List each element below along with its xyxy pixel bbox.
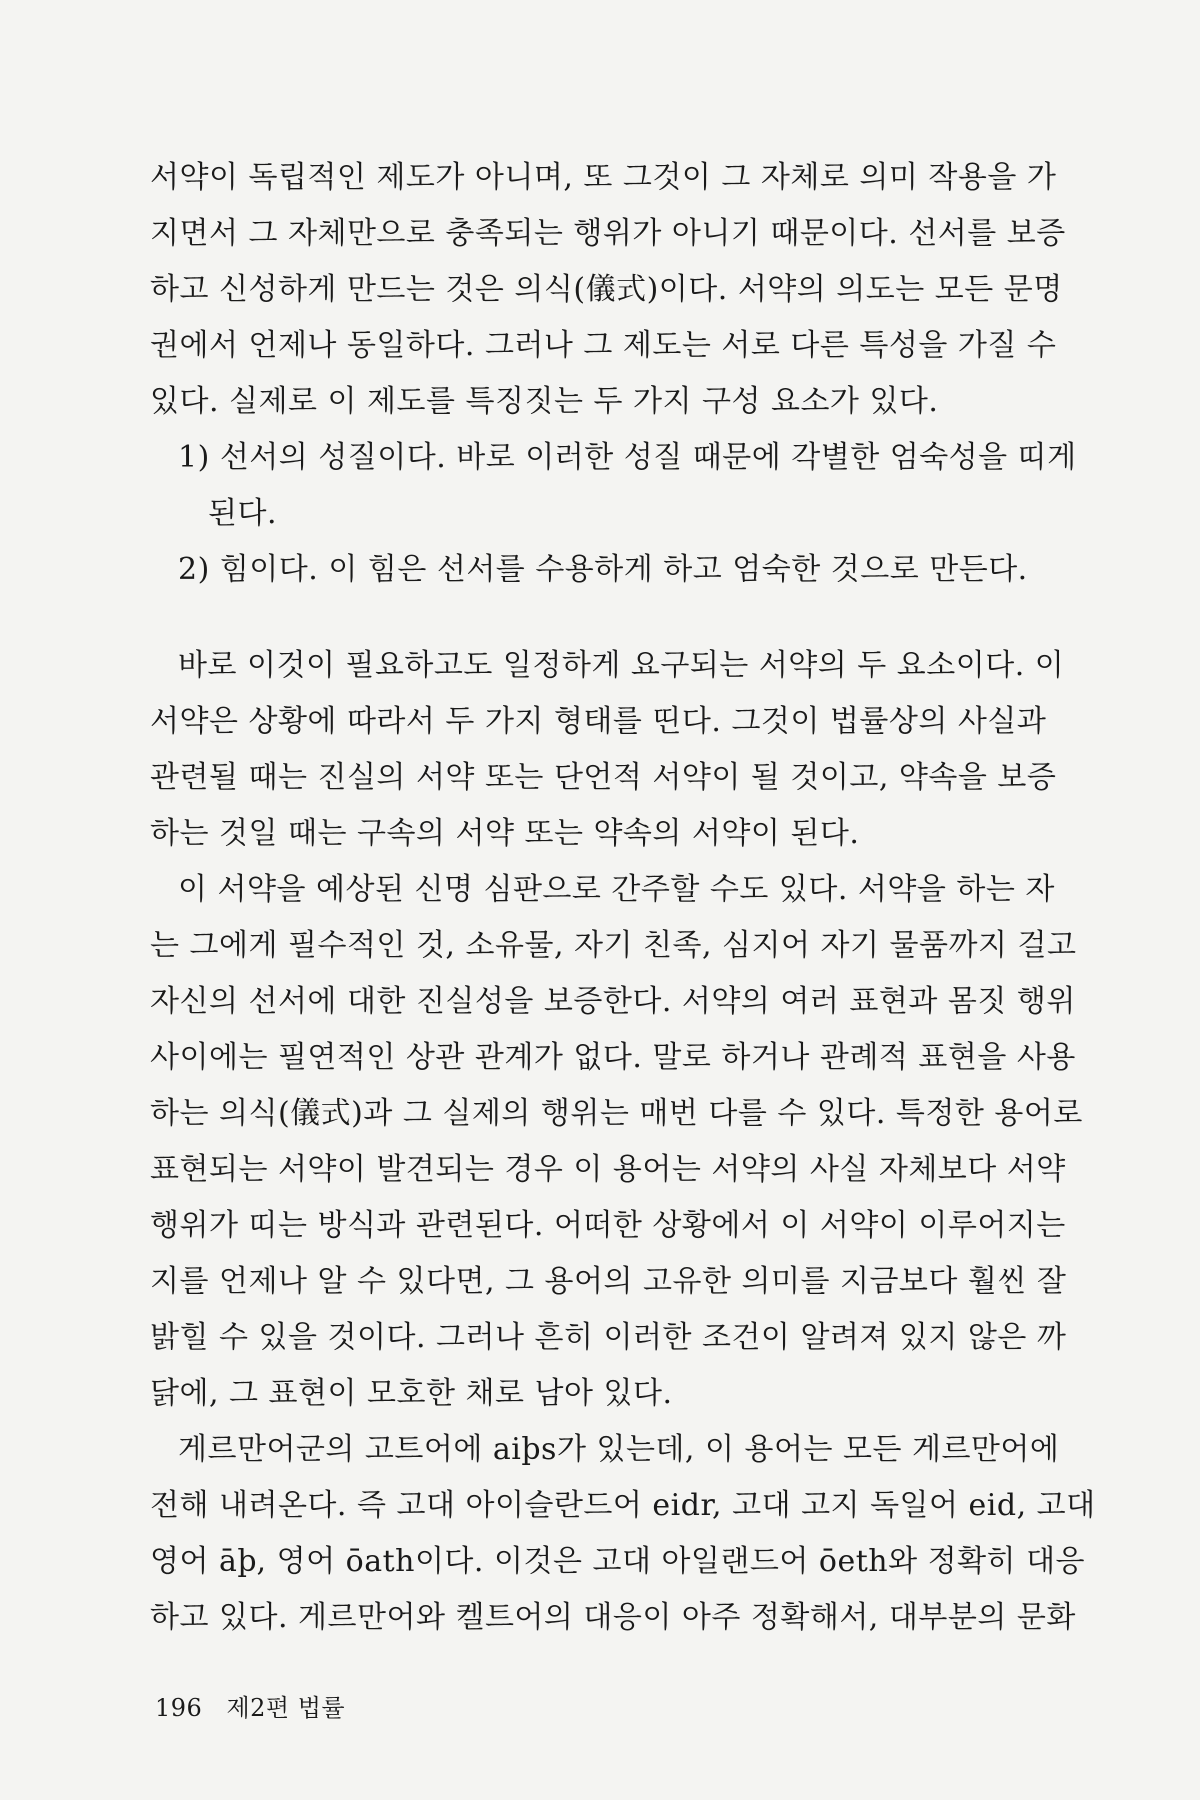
list-item-1: 1) 선서의 성질이다. 바로 이러한 성질 때문에 각별한 엄숙성을 띠게 <box>178 440 1077 475</box>
text-line: 표현되는 서약이 발견되는 경우 이 용어는 서약의 사실 자체보다 서약 <box>150 1152 1066 1187</box>
text-line: 서약은 상황에 따라서 두 가지 형태를 띤다. 그것이 법률상의 사실과 <box>150 704 1047 739</box>
text-line: 자신의 선서에 대한 진실성을 보증한다. 서약의 여러 표현과 몸짓 행위 <box>150 984 1076 1019</box>
page-footer <box>155 1693 345 1723</box>
paragraph-2 <box>150 638 1065 862</box>
text-line: 밝힐 수 있을 것이다. 그러나 흔히 이러한 조건이 알려져 있지 않은 까 <box>150 1320 1067 1355</box>
section-title: 제2편 법률 <box>226 1694 346 1722</box>
text-line: 영어 āþ, 영어 ōath이다. 이것은 고대 아일랜드어 ōeth와 정확히 대응 <box>150 1544 1086 1579</box>
text-line: 지면서 그 자체만으로 충족되는 행위가 아니기 때문이다. 선서를 보증 <box>150 216 1066 251</box>
list-item-2: 2) 힘이다. 이 힘은 선서를 수용하게 하고 엄숙한 것으로 만든다. <box>178 552 1028 587</box>
text-line: 바로 이것이 필요하고도 일정하게 요구되는 서약의 두 요소이다. 이 <box>178 648 1065 683</box>
page-number: 196 <box>155 1694 203 1722</box>
text-line: 게르만어군의 고트어에 aiþs가 있는데, 이 용어는 모든 게르만어에 <box>178 1432 1060 1467</box>
text-line: 전해 내려온다. 즉 고대 아이슬란드어 eidr, 고대 고지 독일어 eid, 고대 <box>150 1488 1096 1523</box>
paragraph-1 <box>150 150 1066 430</box>
text-line: 하는 의식(儀式)과 그 실제의 행위는 매번 다를 수 있다. 특정한 용어로 <box>150 1096 1083 1131</box>
text-line: 지를 언제나 알 수 있다면, 그 용어의 고유한 의미를 지금보다 훨씬 잘 <box>150 1264 1067 1299</box>
list-item-1-continuation: 된다. <box>208 496 277 531</box>
text-line: 는 그에게 필수적인 것, 소유물, 자기 친족, 심지어 자기 물품까지 걸고 <box>150 928 1077 963</box>
text-line: 권에서 언제나 동일하다. 그러나 그 제도는 서로 다른 특성을 가질 수 <box>150 328 1057 363</box>
numbered-list <box>150 430 1077 598</box>
text-line: 서약이 독립적인 제도가 아니며, 또 그것이 그 자체로 의미 작용을 가 <box>150 160 1057 195</box>
paragraph-3 <box>150 862 1083 1422</box>
text-line: 이 서약을 예상된 신명 심판으로 간주할 수도 있다. 서약을 하는 자 <box>178 872 1055 907</box>
text-line: 닭에, 그 표현이 모호한 채로 남아 있다. <box>150 1376 673 1411</box>
text-line: 행위가 띠는 방식과 관련된다. 어떠한 상황에서 이 서약이 이루어지는 <box>150 1208 1066 1243</box>
text-line: 하고 신성하게 만드는 것은 의식(儀式)이다. 서약의 의도는 모든 문명 <box>150 272 1063 307</box>
text-line: 사이에는 필연적인 상관 관계가 없다. 말로 하거나 관례적 표현을 사용 <box>150 1040 1076 1075</box>
text-line: 하고 있다. 게르만어와 켈트어의 대응이 아주 정확해서, 대부분의 문화 <box>150 1600 1076 1635</box>
text-line: 관련될 때는 진실의 서약 또는 단언적 서약이 될 것이고, 약속을 보증 <box>150 760 1057 795</box>
paragraph-4 <box>150 1422 1096 1646</box>
text-line: 하는 것일 때는 구속의 서약 또는 약속의 서약이 된다. <box>150 816 860 851</box>
text-line: 있다. 실제로 이 제도를 특징짓는 두 가지 구성 요소가 있다. <box>150 384 939 419</box>
